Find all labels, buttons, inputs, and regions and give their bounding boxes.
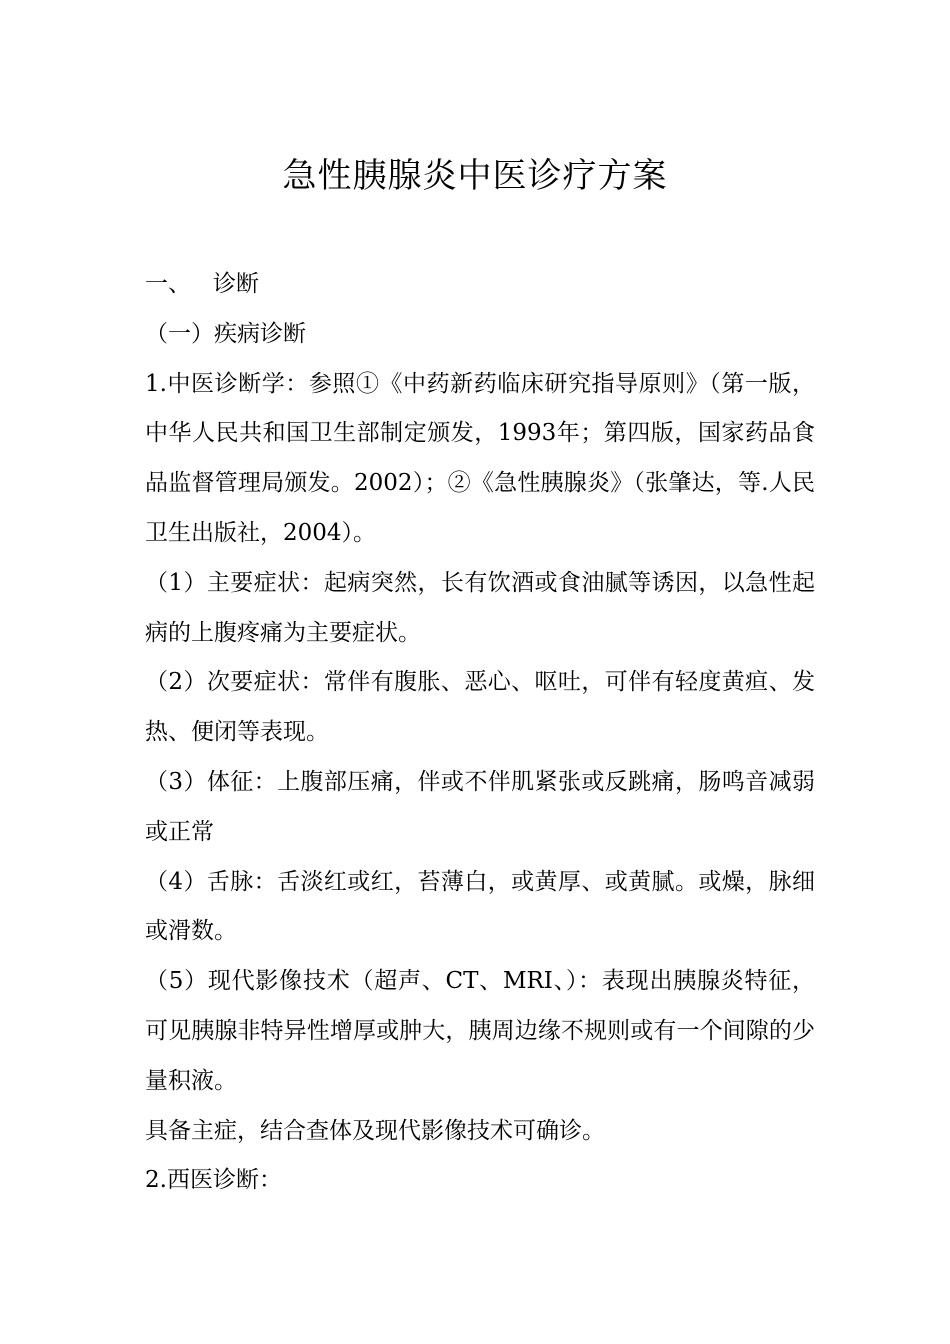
paragraph-signs: （3）体征：上腹部压痛，伴或不伴肌紧张或反跳痛，肠鸣音减弱或正常 [145,768,815,845]
paragraph-tongue-pulse: （4）舌脉：舌淡红或红，苔薄白，或黄厚、或黄腻。或燥，脉细或滑数。 [145,868,815,945]
paragraph-imaging: （5）现代影像技术（超声、CT、MRI、）：表现出胰腺炎特征，可见胰腺非特异性增厚或肿大，胰周边缘不规则或有一个间隙的少量积液。 [145,968,815,1094]
paragraph-conclusion: 具备主症，结合查体及现代影像技术可确诊。 [145,1117,605,1144]
section-heading-diagnosis [145,260,815,310]
subsection-heading-disease-diagnosis: （一）疾病诊断 [145,320,306,347]
paragraph-tcm-diagnosis: 1.中医诊断学：参照①《中药新药临床研究指导原则》（第一版，中华人民共和国卫生部制定颁发，1993年；第四版，国家药品食品监督管理局颁发。2002）；②《急性胰腺炎》（张肇达，等.人民卫生出版社，2004）。 [145,370,815,546]
section-label: 诊断 [213,271,259,297]
section-number: 一、 [145,271,191,297]
paragraph-western-diagnosis: 2.西医诊断： [145,1167,282,1194]
document-body [145,260,815,1206]
paragraph-secondary-symptoms: （2）次要症状：常伴有腹胀、恶心、呕吐，可伴有轻度黄疸、发热、便闭等表现。 [145,669,815,746]
document-title: 急性胰腺炎中医诊疗方案 [282,156,668,196]
paragraph-main-symptoms: （1）主要症状：起病突然，长有饮酒或食油腻等诱因，以急性起病的上腹疼痛为主要症状。 [145,569,815,646]
